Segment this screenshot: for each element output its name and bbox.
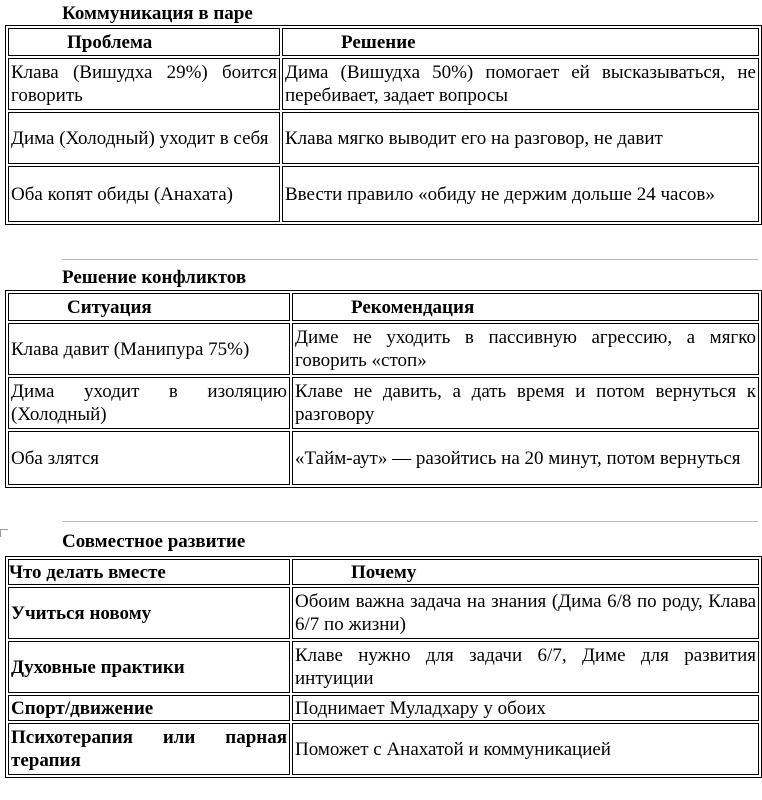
activity-cell: Учиться новому [8, 587, 290, 639]
development-table [5, 556, 762, 778]
divider [62, 259, 758, 260]
conflicts-table [5, 290, 762, 488]
problem-cell: Оба копят обиды (Анахата) [8, 166, 280, 222]
situation-cell: Клава давит (Манипура 75%) [8, 323, 290, 375]
table-header-row [8, 28, 759, 56]
reason-cell: Поможет с Анахатой и коммуникацией [292, 723, 759, 775]
solution-cell: Клава мягко выводит его на разговор, не давит [282, 112, 759, 164]
table-row [8, 377, 759, 429]
column-header: Рекомендация [292, 293, 759, 321]
table-header-row [8, 559, 759, 585]
recommendation-cell: Диме не уходить в пассивную агрессию, а мягко говорить «стоп» [292, 323, 759, 375]
corner-mark [0, 529, 8, 537]
problem-cell: Клава (Вишудха 29%) боится говорить [8, 58, 280, 110]
recommendation-cell: Клаве не давить, а дать время и потом вернуться к разговору [292, 377, 759, 429]
divider [62, 521, 758, 522]
table-row [8, 431, 759, 485]
reason-cell: Поднимает Муладхару у обоих [292, 695, 759, 721]
reason-cell: Обоим важна задача на знания (Дима 6/8 по роду, Клава 6/7 по жизни) [292, 587, 759, 639]
activity-cell: Духовные практики [8, 641, 290, 693]
activity-cell: Спорт/движение [8, 695, 290, 721]
table-row [8, 112, 759, 164]
table-row [8, 166, 759, 222]
situation-cell: Дима уходит в изоляцию (Холодный) [8, 377, 290, 429]
column-header: Проблема [8, 28, 280, 56]
reason-cell: Клаве нужно для задачи 6/7, Диме для развития интуиции [292, 641, 759, 693]
table-header-row [8, 293, 759, 321]
table-row [8, 641, 759, 693]
table-row [8, 58, 759, 110]
column-header: Ситуация [8, 293, 290, 321]
table-row [8, 587, 759, 639]
section-title: Коммуникация в паре [62, 3, 253, 24]
column-header: Что делать вместе [8, 559, 290, 585]
communication-table [5, 25, 762, 225]
table-row [8, 323, 759, 375]
table-row [8, 695, 759, 721]
solution-cell: Ввести правило «обиду не держим дольше 24 часов» [282, 166, 759, 222]
table-row [8, 723, 759, 775]
problem-cell: Дима (Холодный) уходит в себя [8, 112, 280, 164]
section-title: Решение конфликтов [62, 267, 247, 288]
activity-cell: Психотерапия или парная терапия [8, 723, 290, 775]
situation-cell: Оба злятся [8, 431, 290, 485]
column-header: Почему [292, 559, 759, 585]
recommendation-cell: «Тайм-аут» — разойтись на 20 минут, потом вернуться [292, 431, 759, 485]
section-title: Совместное развитие [62, 531, 246, 552]
solution-cell: Дима (Вишудха 50%) помогает ей высказываться, не перебивает, задает вопросы [282, 58, 759, 110]
column-header: Решение [282, 28, 759, 56]
